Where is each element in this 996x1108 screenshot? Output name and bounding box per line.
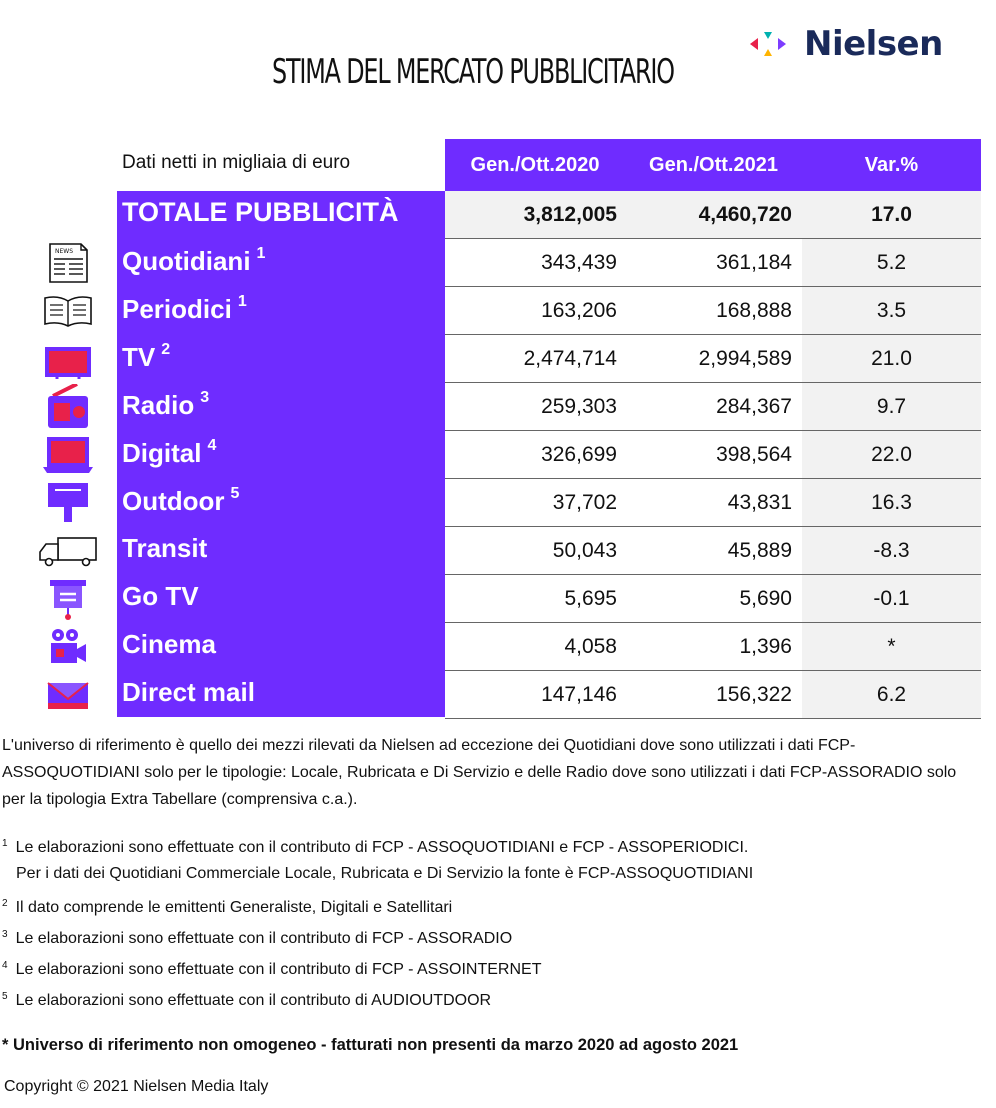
movie-camera-icon (36, 623, 100, 671)
table-row (0, 335, 996, 383)
cell-var: * (802, 623, 981, 670)
row-cells (445, 239, 981, 287)
screen-icon (36, 575, 100, 623)
cell-2020: 3,812,005 (523, 203, 617, 226)
row-cells (445, 335, 981, 383)
cell-2021: 168,888 (716, 299, 792, 322)
table-row (0, 431, 996, 479)
cell-var: 6.2 (802, 671, 981, 718)
row-cells (445, 383, 981, 431)
cell-2021: 2,994,589 (698, 347, 792, 370)
col-header-2021: Gen./Ott.2021 (649, 154, 778, 176)
row-label: Transit (122, 533, 208, 563)
cell-var: 5.2 (802, 239, 981, 286)
row-cells (445, 671, 981, 719)
tv-icon (36, 335, 100, 383)
cell-var: 17.0 (802, 191, 981, 238)
row-label: Radio $^3$ (122, 389, 210, 420)
row-label: Periodici $^1$ (122, 293, 247, 324)
copyright: Copyright © 2021 Nielsen Media Italy (4, 1078, 269, 1095)
cell-2021: 398,564 (716, 443, 792, 466)
envelope-icon (36, 671, 100, 719)
svg-text:NEWS: NEWS (55, 248, 74, 255)
row-cells (445, 191, 981, 239)
row-cells (445, 479, 981, 527)
laptop-icon (36, 431, 100, 479)
row-cells (445, 431, 981, 479)
table-row (0, 287, 996, 335)
cell-2021: 45,889 (727, 539, 792, 562)
row-label: TV $^2$ (122, 341, 171, 372)
cell-var: 9.7 (802, 383, 981, 430)
col-header-var: Var.% (864, 154, 919, 176)
row-label: Cinema (122, 629, 216, 659)
row-cells (445, 527, 981, 575)
cell-var: 16.3 (802, 479, 981, 526)
cell-2020: 37,702 (552, 491, 617, 514)
cell-2020: 259,303 (541, 395, 617, 418)
nielsen-logo-text: Nielsen (804, 24, 943, 64)
table-row (0, 239, 996, 287)
cell-2021: 4,460,720 (698, 203, 792, 226)
cell-2021: 361,184 (716, 251, 792, 274)
row-label: TOTALE PUBBLICITÀ (122, 197, 399, 227)
cell-2021: 156,322 (716, 683, 792, 706)
row-label: Quotidiani $^1$ (122, 245, 266, 276)
cell-2021: 284,367 (716, 395, 792, 418)
newspaper-icon (36, 239, 100, 287)
radio-icon (36, 383, 100, 431)
cell-var: 21.0 (802, 335, 981, 382)
billboard-icon (36, 479, 100, 527)
footnote-4: $^4$ Le elaborazioni sono effettuate con il contributo di FCP - ASSOINTERNET (2, 960, 542, 978)
col-header-2020: Gen./Ott.2020 (470, 154, 600, 176)
cell-var: 3.5 (802, 287, 981, 334)
cell-2020: 5,695 (564, 587, 617, 610)
magazine-icon (36, 287, 100, 335)
footnote-2: $^2$ Il dato comprende le emittenti Generaliste, Digitali e Satellitari (2, 898, 453, 916)
row-cells (445, 575, 981, 623)
table-row-total (0, 191, 996, 239)
nielsen-logo-mark-icon (748, 28, 798, 60)
table-row (0, 383, 996, 431)
nielsen-logo (748, 24, 943, 64)
page-title: STIMA DEL MERCATO PUBBLICITARIO (272, 52, 674, 92)
table-row (0, 575, 996, 623)
cell-2020: 50,043 (552, 539, 617, 562)
cell-2020: 147,146 (541, 683, 617, 706)
cell-var: -8.3 (802, 527, 981, 574)
row-cells (445, 623, 981, 671)
cell-2020: 4,058 (564, 635, 617, 658)
asterisk-note: * Universo di riferimento non omogeneo - fatturati non presenti da marzo 2020 ad agosto 2021 (2, 1036, 739, 1054)
universe-note: L'universo di riferimento è quello dei mezzi rilevati da Nielsen ad eccezione dei Quotidiani dove sono utilizzati i dati FCP-ASSOQUOTIDIANI solo per le tipologie: Locale, Rubricata e Di Servizio e delle Radio dove sono utilizzati i dati FCP-ASSORADIO solo per la tipologia Extra Tabellare (comprensiva c.a.). (2, 737, 957, 808)
table-row (0, 479, 996, 527)
cell-2020: 163,206 (541, 299, 617, 322)
cell-2021: 5,690 (739, 587, 792, 610)
cell-2020: 343,439 (541, 251, 617, 274)
table-row (0, 671, 996, 719)
cell-2021: 43,831 (727, 491, 792, 514)
row-cells (445, 287, 981, 335)
cell-var: -0.1 (802, 575, 981, 622)
table-row (0, 623, 996, 671)
table-row (0, 527, 996, 575)
cell-var: 22.0 (802, 431, 981, 478)
row-label: Digital $^4$ (122, 437, 217, 468)
footnote-3: $^3$ Le elaborazioni sono effettuate con il contributo di FCP - ASSORADIO (2, 929, 513, 947)
cell-2020: 326,699 (541, 443, 617, 466)
footnote-1: $^1$ Le elaborazioni sono effettuate con il contributo di FCP - ASSOQUOTIDIANI e FCP - ASSOPERIODICI. (2, 838, 749, 856)
truck-icon (36, 527, 100, 575)
row-label: Go TV (122, 581, 199, 611)
cell-2020: 2,474,714 (523, 347, 617, 370)
footnote-5: $^5$ Le elaborazioni sono effettuate con il contributo di AUDIOUTDOOR (2, 991, 492, 1009)
footnote-1-continued: Per i dati dei Quotidiani Commerciale Locale, Rubricata e Di Servizio la fonte è FCP-ASSOQUOTIDIANI (16, 865, 754, 882)
row-label: Direct mail (122, 677, 255, 707)
row-label: Outdoor $^5$ (122, 485, 240, 516)
cell-2021: 1,396 (739, 635, 792, 658)
unit-label: Dati netti in migliaia di euro (122, 152, 351, 173)
